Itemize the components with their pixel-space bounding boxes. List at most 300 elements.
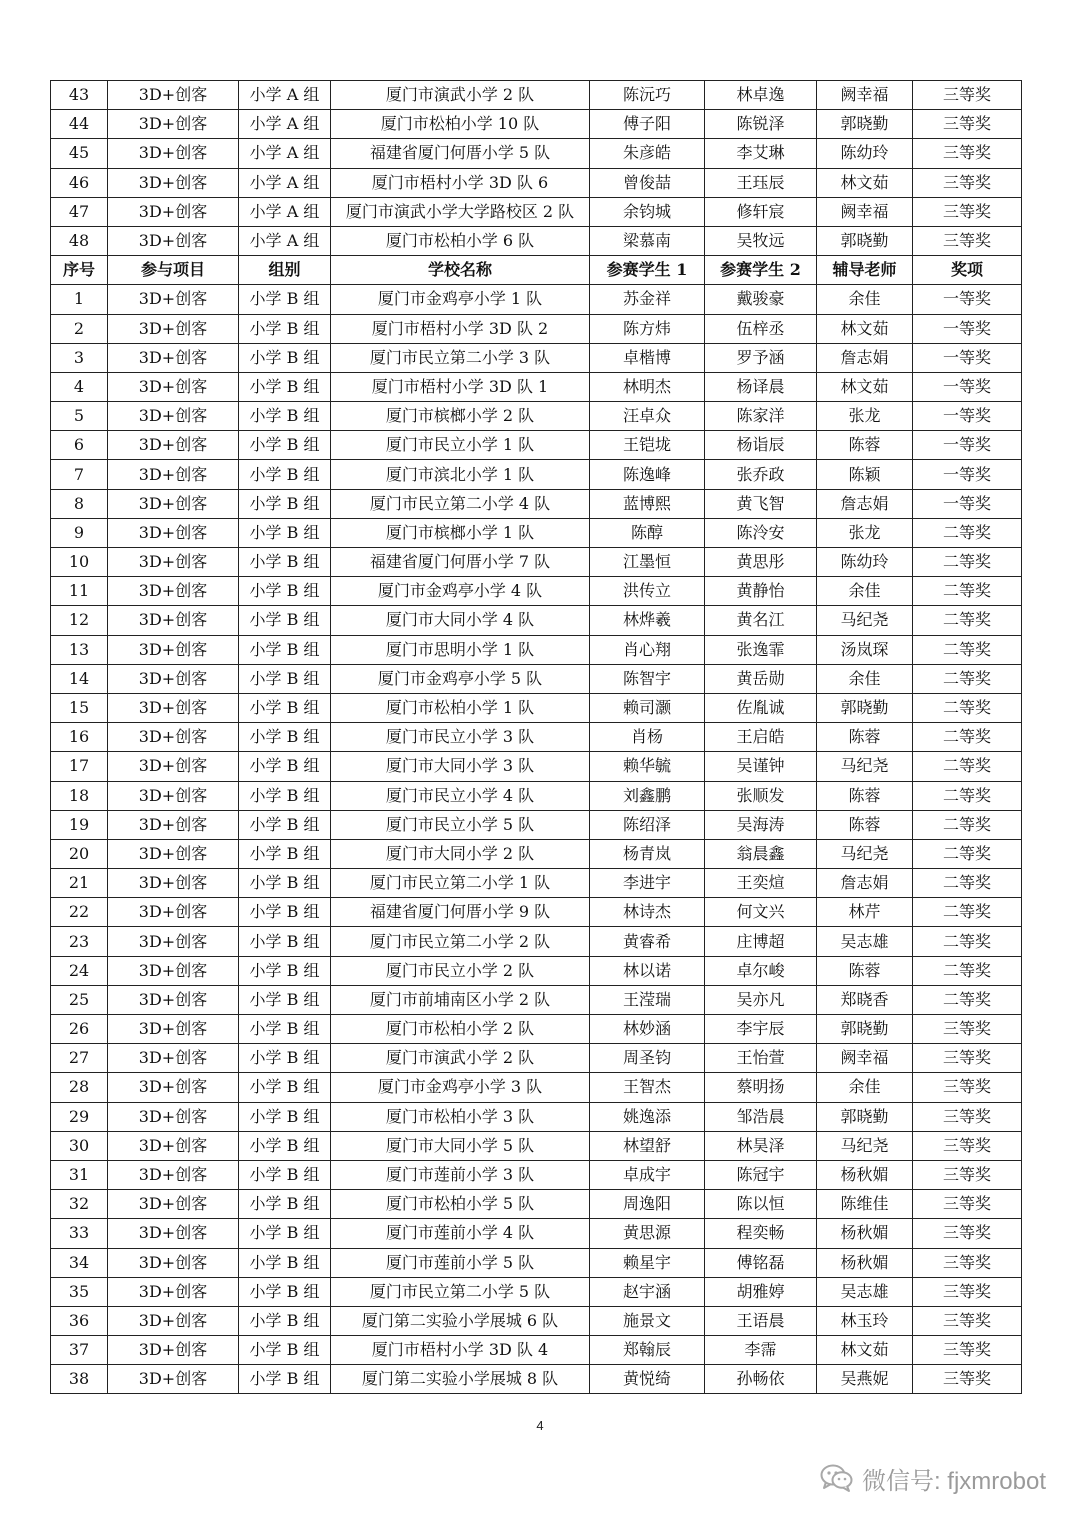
table-cell: 小学 A 组 <box>239 197 331 226</box>
table-row <box>51 1073 1022 1102</box>
table-cell: 5 <box>51 402 108 431</box>
table-cell: 小学 A 组 <box>239 139 331 168</box>
table-cell: 26 <box>51 1015 108 1044</box>
table-cell: 郭晓勤 <box>817 110 913 139</box>
table-cell: 吴燕妮 <box>817 1365 913 1394</box>
table-cell: 35 <box>51 1277 108 1306</box>
table-cell: 黄飞智 <box>705 489 817 518</box>
table-cell: 陈醇 <box>590 518 705 547</box>
table-cell: 二等奖 <box>913 927 1022 956</box>
table-row <box>51 898 1022 927</box>
column-header: 参与项目 <box>108 256 239 285</box>
table-cell: 阙幸福 <box>817 1044 913 1073</box>
table-cell: 陈幼玲 <box>817 139 913 168</box>
table-cell: 修轩宸 <box>705 197 817 226</box>
table-cell: 阙幸福 <box>817 197 913 226</box>
table-cell: 汤岚琛 <box>817 635 913 664</box>
table-cell: 林望舒 <box>590 1131 705 1160</box>
table-row <box>51 1306 1022 1335</box>
table-cell: 厦门市演武小学大学路校区 2 队 <box>331 197 590 226</box>
table-cell: 3D+创客 <box>108 81 239 110</box>
table-cell: 小学 B 组 <box>239 1219 331 1248</box>
table-cell: 27 <box>51 1044 108 1073</box>
table-cell: 3D+创客 <box>108 548 239 577</box>
table-cell: 厦门市大同小学 3 队 <box>331 752 590 781</box>
table-cell: 詹志娟 <box>817 489 913 518</box>
results-table <box>50 80 1022 1394</box>
table-cell: 赵宇涵 <box>590 1277 705 1306</box>
table-cell: 3D+创客 <box>108 1365 239 1394</box>
table-cell: 22 <box>51 898 108 927</box>
table-cell: 黄思源 <box>590 1219 705 1248</box>
table-cell: 小学 B 组 <box>239 723 331 752</box>
table-cell: 3D+创客 <box>108 985 239 1014</box>
table-cell: 二等奖 <box>913 810 1022 839</box>
table-cell: 9 <box>51 518 108 547</box>
table-cell: 李进宇 <box>590 869 705 898</box>
table-cell: 一等奖 <box>913 431 1022 460</box>
table-cell: 张龙 <box>817 402 913 431</box>
table-cell: 傅铭磊 <box>705 1248 817 1277</box>
table-cell: 48 <box>51 226 108 255</box>
table-cell: 王滢瑞 <box>590 985 705 1014</box>
table-cell: 3D+创客 <box>108 1102 239 1131</box>
table-cell: 杨青岚 <box>590 839 705 868</box>
table-row <box>51 314 1022 343</box>
table-cell: 马纪尧 <box>817 839 913 868</box>
table-cell: 林芹 <box>817 898 913 927</box>
table-cell: 马纪尧 <box>817 1131 913 1160</box>
table-cell: 小学 B 组 <box>239 518 331 547</box>
table-cell: 3D+创客 <box>108 1190 239 1219</box>
table-cell: 三等奖 <box>913 81 1022 110</box>
table-cell: 13 <box>51 635 108 664</box>
table-cell: 王怡萱 <box>705 1044 817 1073</box>
table-cell: 吴海涛 <box>705 810 817 839</box>
table-cell: 小学 B 组 <box>239 1044 331 1073</box>
table-row <box>51 1160 1022 1189</box>
table-cell: 3D+创客 <box>108 226 239 255</box>
table-cell: 小学 B 组 <box>239 1190 331 1219</box>
table-cell: 小学 B 组 <box>239 839 331 868</box>
table-row <box>51 81 1022 110</box>
column-header: 序号 <box>51 256 108 285</box>
table-row <box>51 839 1022 868</box>
table-cell: 30 <box>51 1131 108 1160</box>
table-cell: 黄睿希 <box>590 927 705 956</box>
table-cell: 三等奖 <box>913 1219 1022 1248</box>
table-cell: 二等奖 <box>913 635 1022 664</box>
table-cell: 翁晨鑫 <box>705 839 817 868</box>
table-cell: 厦门市松柏小学 3 队 <box>331 1102 590 1131</box>
table-cell: 3D+创客 <box>108 1044 239 1073</box>
table-cell: 小学 B 组 <box>239 869 331 898</box>
table-cell: 28 <box>51 1073 108 1102</box>
table-cell: 15 <box>51 693 108 722</box>
table-cell: 一等奖 <box>913 372 1022 401</box>
table-cell: 三等奖 <box>913 139 1022 168</box>
table-cell: 32 <box>51 1190 108 1219</box>
table-cell: 三等奖 <box>913 1131 1022 1160</box>
table-cell: 三等奖 <box>913 1073 1022 1102</box>
table-cell: 三等奖 <box>913 110 1022 139</box>
table-cell: 3D+创客 <box>108 1073 239 1102</box>
table-cell: 陈蓉 <box>817 723 913 752</box>
table-cell: 张逸霏 <box>705 635 817 664</box>
table-cell: 黄悦绮 <box>590 1365 705 1394</box>
table-cell: 25 <box>51 985 108 1014</box>
table-cell: 马纪尧 <box>817 752 913 781</box>
table-cell: 小学 B 组 <box>239 810 331 839</box>
table-cell: 赖司灏 <box>590 693 705 722</box>
table-cell: 蔡明扬 <box>705 1073 817 1102</box>
table-cell: 梁慕南 <box>590 226 705 255</box>
table-cell: 18 <box>51 781 108 810</box>
table-cell: 黄名江 <box>705 606 817 635</box>
table-cell: 小学 B 组 <box>239 285 331 314</box>
table-cell: 赖华毓 <box>590 752 705 781</box>
table-cell: 程奕畅 <box>705 1219 817 1248</box>
table-cell: 厦门市前埔南区小学 2 队 <box>331 985 590 1014</box>
table-cell: 12 <box>51 606 108 635</box>
table-cell: 戴骏豪 <box>705 285 817 314</box>
table-cell: 傅子阳 <box>590 110 705 139</box>
table-cell: 19 <box>51 810 108 839</box>
table-cell: 3D+创客 <box>108 635 239 664</box>
table-cell: 小学 B 组 <box>239 927 331 956</box>
table-cell: 陈幼玲 <box>817 548 913 577</box>
table-cell: 小学 B 组 <box>239 402 331 431</box>
table-row <box>51 1044 1022 1073</box>
table-cell: 杨秋媚 <box>817 1219 913 1248</box>
table-cell: 43 <box>51 81 108 110</box>
table-cell: 小学 B 组 <box>239 635 331 664</box>
table-cell: 小学 B 组 <box>239 1015 331 1044</box>
table-cell: 1 <box>51 285 108 314</box>
table-cell: 二等奖 <box>913 956 1022 985</box>
table-cell: 陈泠安 <box>705 518 817 547</box>
table-cell: 小学 B 组 <box>239 1306 331 1335</box>
table-cell: 厦门市民立第二小学 1 队 <box>331 869 590 898</box>
table-cell: 小学 A 组 <box>239 226 331 255</box>
table-cell: 三等奖 <box>913 168 1022 197</box>
table-row <box>51 810 1022 839</box>
table-cell: 姚逸添 <box>590 1102 705 1131</box>
table-cell: 3D+创客 <box>108 664 239 693</box>
table-cell: 陈方炜 <box>590 314 705 343</box>
table-cell: 黄岳勋 <box>705 664 817 693</box>
table-row <box>51 489 1022 518</box>
table-cell: 3D+创客 <box>108 898 239 927</box>
table-cell: 3D+创客 <box>108 810 239 839</box>
table-cell: 3D+创客 <box>108 1015 239 1044</box>
table-cell: 陈逸峰 <box>590 460 705 489</box>
table-cell: 14 <box>51 664 108 693</box>
table-cell: 二等奖 <box>913 898 1022 927</box>
table-cell: 厦门第二实验小学展城 6 队 <box>331 1306 590 1335</box>
table-cell: 小学 B 组 <box>239 489 331 518</box>
table-row <box>51 985 1022 1014</box>
table-cell: 二等奖 <box>913 869 1022 898</box>
table-row <box>51 1277 1022 1306</box>
table-cell: 厦门市民立小学 3 队 <box>331 723 590 752</box>
table-row <box>51 226 1022 255</box>
table-cell: 小学 B 组 <box>239 1277 331 1306</box>
table-row <box>51 956 1022 985</box>
table-row <box>51 110 1022 139</box>
table-cell: 厦门市梧村小学 3D 队 2 <box>331 314 590 343</box>
table-cell: 厦门市民立小学 1 队 <box>331 431 590 460</box>
table-cell: 3D+创客 <box>108 1131 239 1160</box>
table-cell: 余佳 <box>817 285 913 314</box>
table-cell: 小学 B 组 <box>239 898 331 927</box>
table-cell: 张乔政 <box>705 460 817 489</box>
table-cell: 陈以恒 <box>705 1190 817 1219</box>
table-cell: 一等奖 <box>913 314 1022 343</box>
table-cell: 小学 A 组 <box>239 81 331 110</box>
table-cell: 福建省厦门何厝小学 7 队 <box>331 548 590 577</box>
table-cell: 3D+创客 <box>108 285 239 314</box>
table-cell: 3D+创客 <box>108 372 239 401</box>
table-cell: 34 <box>51 1248 108 1277</box>
table-cell: 3D+创客 <box>108 431 239 460</box>
column-header: 参赛学生 2 <box>705 256 817 285</box>
table-cell: 3 <box>51 343 108 372</box>
table-cell: 一等奖 <box>913 402 1022 431</box>
table-row <box>51 577 1022 606</box>
table-cell: 3D+创客 <box>108 1336 239 1365</box>
table-cell: 赖星宇 <box>590 1248 705 1277</box>
table-cell: 詹志娟 <box>817 343 913 372</box>
table-row <box>51 372 1022 401</box>
table-cell: 3D+创客 <box>108 693 239 722</box>
table-cell: 3D+创客 <box>108 110 239 139</box>
table-cell: 厦门市梧村小学 3D 队 6 <box>331 168 590 197</box>
table-row <box>51 197 1022 226</box>
table-cell: 洪传立 <box>590 577 705 606</box>
table-cell: 林以诺 <box>590 956 705 985</box>
table-cell: 陈锐泽 <box>705 110 817 139</box>
table-cell: 38 <box>51 1365 108 1394</box>
table-cell: 小学 B 组 <box>239 1248 331 1277</box>
table-cell: 陈家洋 <box>705 402 817 431</box>
table-cell: 36 <box>51 1306 108 1335</box>
table-row <box>51 723 1022 752</box>
table-cell: 3D+创客 <box>108 839 239 868</box>
table-cell: 6 <box>51 431 108 460</box>
table-cell: 吴谨钟 <box>705 752 817 781</box>
column-header: 组别 <box>239 256 331 285</box>
table-cell: 余佳 <box>817 1073 913 1102</box>
table-cell: 小学 B 组 <box>239 577 331 606</box>
table-cell: 29 <box>51 1102 108 1131</box>
table-cell: 三等奖 <box>913 1306 1022 1335</box>
table-cell: 3D+创客 <box>108 752 239 781</box>
table-cell: 肖心翔 <box>590 635 705 664</box>
table-cell: 3D+创客 <box>108 139 239 168</box>
table-row <box>51 548 1022 577</box>
table-cell: 陈智宇 <box>590 664 705 693</box>
table-cell: 一等奖 <box>913 285 1022 314</box>
table-cell: 厦门市民立小学 4 队 <box>331 781 590 810</box>
table-row <box>51 1336 1022 1365</box>
table-cell: 邹浩晨 <box>705 1102 817 1131</box>
table-cell: 林妙涵 <box>590 1015 705 1044</box>
table-cell: 林卓逸 <box>705 81 817 110</box>
table-cell: 3D+创客 <box>108 1219 239 1248</box>
table-cell: 庄博超 <box>705 927 817 956</box>
table-cell: 郭晓勤 <box>817 226 913 255</box>
table-cell: 杨诣辰 <box>705 431 817 460</box>
table-cell: 厦门市演武小学 2 队 <box>331 81 590 110</box>
table-cell: 7 <box>51 460 108 489</box>
table-body <box>51 81 1022 1394</box>
table-cell: 三等奖 <box>913 1044 1022 1073</box>
table-cell: 三等奖 <box>913 1248 1022 1277</box>
table-cell: 二等奖 <box>913 985 1022 1014</box>
table-cell: 3D+创客 <box>108 1277 239 1306</box>
table-cell: 11 <box>51 577 108 606</box>
table-cell: 陈冠宇 <box>705 1160 817 1189</box>
table-cell: 小学 B 组 <box>239 372 331 401</box>
table-cell: 厦门市莲前小学 5 队 <box>331 1248 590 1277</box>
column-header: 参赛学生 1 <box>590 256 705 285</box>
table-cell: 三等奖 <box>913 1336 1022 1365</box>
table-cell: 厦门市松柏小学 10 队 <box>331 110 590 139</box>
table-cell: 厦门市演武小学 2 队 <box>331 1044 590 1073</box>
table-row <box>51 693 1022 722</box>
table-cell: 3D+创客 <box>108 606 239 635</box>
table-cell: 20 <box>51 839 108 868</box>
watermark-text: 微信号: fjxmrobot <box>861 1467 1046 1495</box>
table-cell: 张龙 <box>817 518 913 547</box>
table-cell: 詹志娟 <box>817 869 913 898</box>
table-row <box>51 781 1022 810</box>
table-cell: 林玉玲 <box>817 1306 913 1335</box>
table-cell: 小学 B 组 <box>239 343 331 372</box>
table-cell: 厦门市思明小学 1 队 <box>331 635 590 664</box>
table-cell: 曾俊喆 <box>590 168 705 197</box>
table-cell: 陈沅巧 <box>590 81 705 110</box>
table-row <box>51 927 1022 956</box>
table-cell: 肖杨 <box>590 723 705 752</box>
table-cell: 李宇辰 <box>705 1015 817 1044</box>
table-cell: 厦门市民立第二小学 3 队 <box>331 343 590 372</box>
table-cell: 杨秋媚 <box>817 1160 913 1189</box>
table-cell: 小学 B 组 <box>239 664 331 693</box>
table-row <box>51 431 1022 460</box>
table-cell: 卓成宇 <box>590 1160 705 1189</box>
table-cell: 3D+创客 <box>108 1248 239 1277</box>
table-cell: 三等奖 <box>913 226 1022 255</box>
table-cell: 厦门市大同小学 4 队 <box>331 606 590 635</box>
table-cell: 3D+创客 <box>108 723 239 752</box>
table-cell: 厦门市民立第二小学 5 队 <box>331 1277 590 1306</box>
table-row <box>51 1015 1022 1044</box>
table-cell: 小学 B 组 <box>239 606 331 635</box>
wechat-icon <box>820 1463 854 1493</box>
table-cell: 王奕煊 <box>705 869 817 898</box>
table-cell: 二等奖 <box>913 781 1022 810</box>
table-cell: 3D+创客 <box>108 314 239 343</box>
table-cell: 三等奖 <box>913 1015 1022 1044</box>
table-cell: 小学 A 组 <box>239 168 331 197</box>
table-cell: 郭晓勤 <box>817 1102 913 1131</box>
table-cell: 小学 B 组 <box>239 460 331 489</box>
table-cell: 厦门市松柏小学 5 队 <box>331 1190 590 1219</box>
table-cell: 小学 B 组 <box>239 1336 331 1365</box>
table-cell: 2 <box>51 314 108 343</box>
table-cell: 小学 B 组 <box>239 781 331 810</box>
table-cell: 汪卓众 <box>590 402 705 431</box>
table-row <box>51 1131 1022 1160</box>
table-row <box>51 168 1022 197</box>
table-cell: 厦门市民立小学 2 队 <box>331 956 590 985</box>
table-cell: 何文兴 <box>705 898 817 927</box>
table-cell: 三等奖 <box>913 1277 1022 1306</box>
table-cell: 佐胤诚 <box>705 693 817 722</box>
table-cell: 林文茹 <box>817 314 913 343</box>
table-cell: 一等奖 <box>913 343 1022 372</box>
table-cell: 3D+创客 <box>108 402 239 431</box>
table-cell: 三等奖 <box>913 1365 1022 1394</box>
table-cell: 45 <box>51 139 108 168</box>
wechat-watermark <box>820 1458 1046 1498</box>
table-cell: 杨秋媚 <box>817 1248 913 1277</box>
column-header: 辅导老师 <box>817 256 913 285</box>
table-cell: 王启皓 <box>705 723 817 752</box>
page-number: 4 <box>536 1418 544 1433</box>
table-cell: 余佳 <box>817 577 913 606</box>
column-header: 学校名称 <box>331 256 590 285</box>
table-cell: 二等奖 <box>913 518 1022 547</box>
table-cell: 小学 B 组 <box>239 1131 331 1160</box>
table-cell: 3D+创客 <box>108 168 239 197</box>
table-cell: 厦门市滨北小学 1 队 <box>331 460 590 489</box>
table-cell: 林文茹 <box>817 1336 913 1365</box>
table-cell: 张顺发 <box>705 781 817 810</box>
table-cell: 二等奖 <box>913 606 1022 635</box>
table-cell: 林文茹 <box>817 372 913 401</box>
table-cell: 朱彦皓 <box>590 139 705 168</box>
table-cell: 二等奖 <box>913 693 1022 722</box>
table-row <box>51 343 1022 372</box>
table-cell: 17 <box>51 752 108 781</box>
table-cell: 小学 B 组 <box>239 431 331 460</box>
table-row <box>51 606 1022 635</box>
table-row <box>51 1365 1022 1394</box>
table-row <box>51 402 1022 431</box>
table-cell: 厦门市大同小学 5 队 <box>331 1131 590 1160</box>
table-row <box>51 752 1022 781</box>
table-cell: 二等奖 <box>913 723 1022 752</box>
table-cell: 8 <box>51 489 108 518</box>
table-cell: 37 <box>51 1336 108 1365</box>
table-cell: 林文茹 <box>817 168 913 197</box>
table-cell: 47 <box>51 197 108 226</box>
table-cell: 二等奖 <box>913 664 1022 693</box>
table-cell: 苏金祥 <box>590 285 705 314</box>
table-cell: 余佳 <box>817 664 913 693</box>
table-cell: 小学 A 组 <box>239 110 331 139</box>
table-cell: 陈蓉 <box>817 431 913 460</box>
table-cell: 3D+创客 <box>108 197 239 226</box>
table-cell: 林昊泽 <box>705 1131 817 1160</box>
table-cell: 小学 B 组 <box>239 548 331 577</box>
table-cell: 3D+创客 <box>108 343 239 372</box>
table-cell: 刘鑫鹏 <box>590 781 705 810</box>
table-row <box>51 1102 1022 1131</box>
